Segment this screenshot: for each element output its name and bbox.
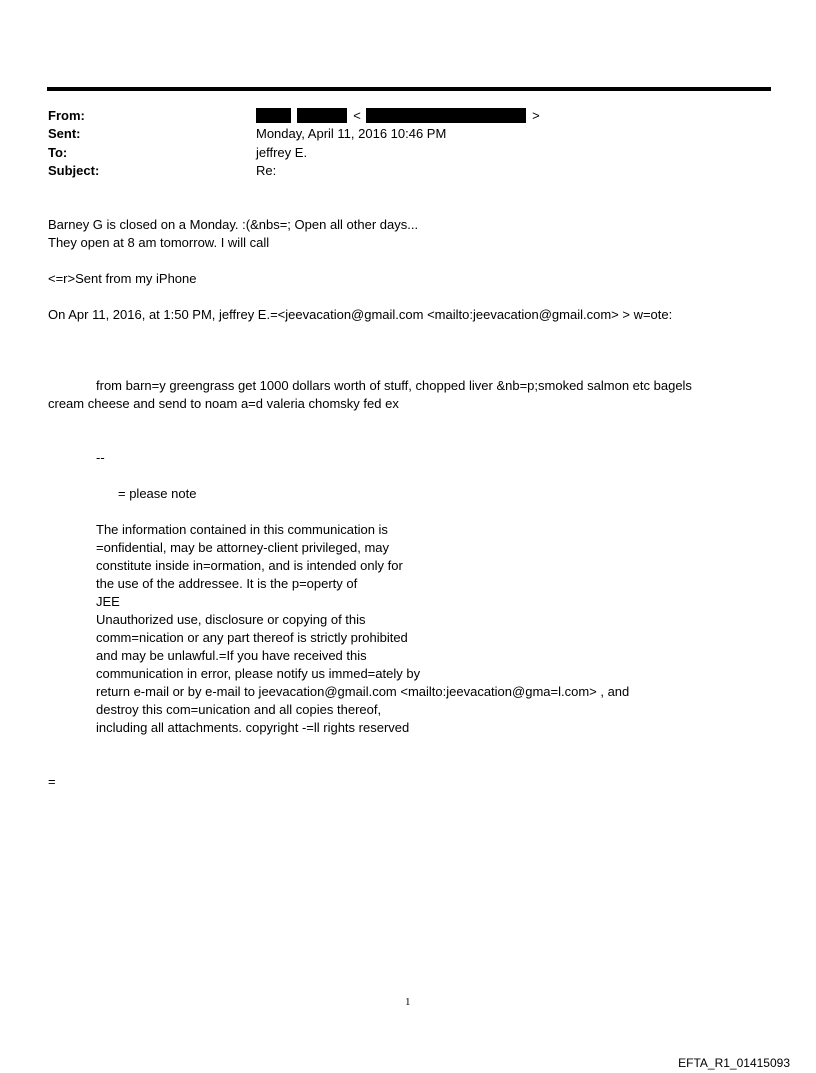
subject-value: Re:: [256, 163, 277, 178]
disclaimer-line: comm=nication or any part thereof is strictly prohibited: [96, 630, 408, 645]
trailing-equals: =: [48, 774, 56, 789]
header-rule: [47, 87, 771, 91]
from-gt: >: [532, 108, 540, 123]
from-lt: <: [353, 108, 361, 123]
from-label: From:: [48, 108, 85, 123]
reply-line-2: They open at 8 am tomorrow. I will call: [48, 235, 270, 250]
disclaimer-line: =onfidential, may be attorney-client privileged, may: [96, 540, 390, 555]
original-line-1: from barn=y greengrass get 1000 dollars worth of stuff, chopped liver &nb=p;smoked salmon etc bagels: [96, 378, 692, 393]
disclaimer-line: return e-mail or by e-mail to jeevacation@gmail.com <mailto:jeevacation@gma=l.com> , and: [96, 684, 630, 699]
sent-from-line: <=r>Sent from my iPhone: [48, 271, 197, 286]
subject-label: Subject:: [48, 163, 100, 178]
original-line-2: cream cheese and send to noam a=d valeria chomsky fed ex: [48, 396, 399, 411]
signature-dashes: --: [96, 450, 105, 465]
to-label: To:: [48, 145, 68, 160]
sent-value: Monday, April 11, 2016 10:46 PM: [256, 126, 447, 141]
disclaimer-line: including all attachments. copyright -=ll rights reserved: [96, 720, 410, 735]
from-value: [256, 107, 540, 125]
disclaimer-line: communication in error, please notify us immed=ately by: [96, 666, 421, 681]
page-number: 1: [405, 996, 411, 1008]
redaction-block: [256, 108, 291, 123]
reply-line-1: Barney G is closed on a Monday. :(&nbs=; Open all other days...: [48, 217, 419, 232]
disclaimer-line: Unauthorized use, disclosure or copying of this: [96, 612, 366, 627]
disclaimer-line: destroy this com=unication and all copies thereof,: [96, 702, 382, 717]
redaction-block: [366, 108, 526, 123]
disclaimer-line: the use of the addressee. It is the p=operty of: [96, 576, 358, 591]
to-value: jeffrey E.: [256, 145, 308, 160]
disclaimer-line: constitute inside in=ormation, and is intended only for: [96, 558, 403, 573]
please-note: = please note: [118, 486, 197, 501]
quote-header: On Apr 11, 2016, at 1:50 PM, jeffrey E.=<jeevacation@gmail.com <mailto:jeevacation@gmail.com> > w=ote:: [48, 307, 673, 322]
document-id: EFTA_R1_01415093: [678, 1056, 790, 1070]
sent-label: Sent:: [48, 126, 81, 141]
disclaimer-line: The information contained in this communication is: [96, 522, 388, 537]
disclaimer-line: JEE: [96, 594, 120, 609]
redaction-block: [297, 108, 347, 123]
disclaimer-line: and may be unlawful.=If you have received this: [96, 648, 367, 663]
